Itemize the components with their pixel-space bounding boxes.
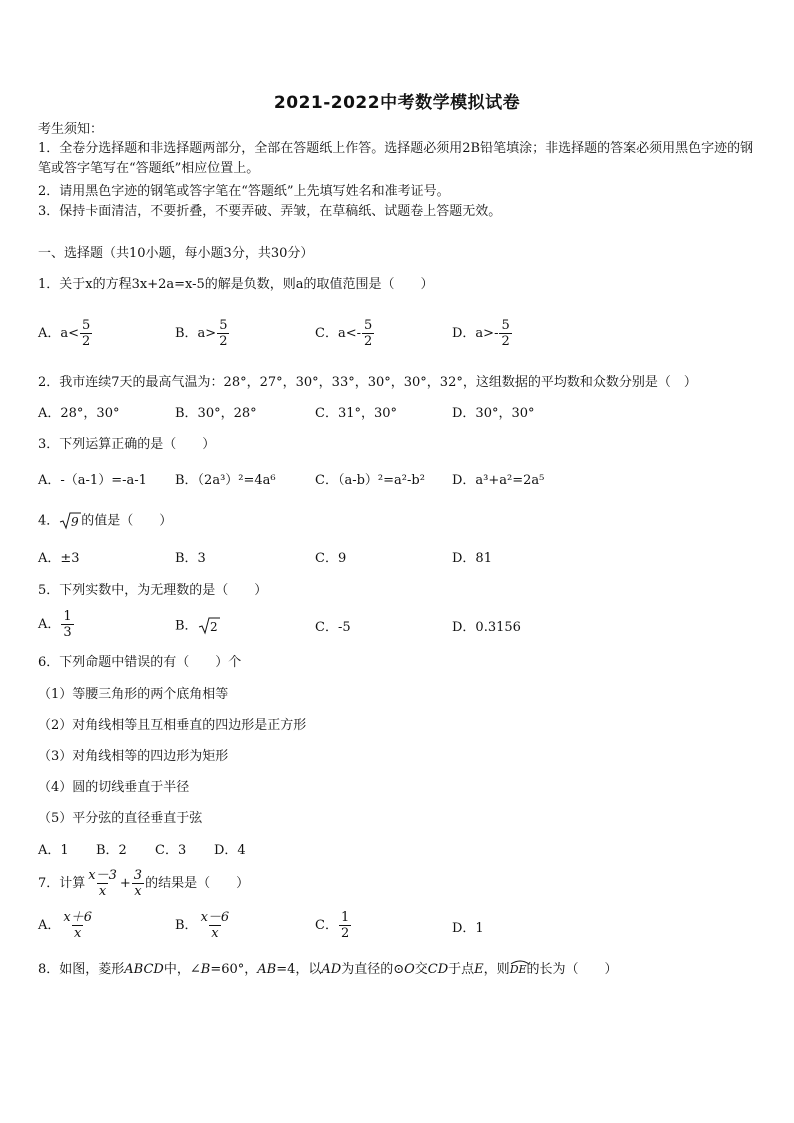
q7-option-a[interactable]: A． $\frac{x+6}{x}$ <box>38 910 92 941</box>
q1-option-a[interactable] <box>38 318 93 349</box>
fraction: $\frac{x-6}{x}$ <box>200 910 230 941</box>
fraction: $\frac{1}{2}$ <box>340 910 350 941</box>
q5-option-d[interactable]: D．0.3156 <box>452 620 521 635</box>
fraction: $\frac{5}{2}$ <box>82 318 91 349</box>
q7-option-c[interactable]: C． $\frac{1}{2}$ <box>315 910 350 941</box>
q2-option-d[interactable]: D．30°，30° <box>452 406 535 421</box>
notice-item-1: 1．全卷分选择题和非选择题两部分，全部在答题纸上作答。选择题必须用2B铅笔填涂；非选择题的答案必须用黑色字迹的钢笔或答字笔写在“答题纸”相应位置上。 <box>38 141 754 176</box>
fraction: $\frac{1}{3}$ <box>63 609 72 640</box>
q1-option-b[interactable] <box>175 318 230 349</box>
q1-option-c[interactable] <box>315 318 375 349</box>
q6-statement-1: （1）等腰三角形的两个底角相等 <box>38 687 229 702</box>
q3-option-b[interactable]: B．（2a³）²=4a⁶ <box>175 473 276 488</box>
q2-option-b[interactable]: B．30°，28° <box>175 406 257 421</box>
q4-option-b[interactable]: B．3 <box>175 551 206 566</box>
q7-option-d[interactable]: D．1 <box>452 921 484 936</box>
q4-option-d[interactable]: D．81 <box>452 551 492 566</box>
q4-option-c[interactable]: C．9 <box>315 551 347 566</box>
q6-option-c[interactable]: C．3 <box>155 843 187 858</box>
fraction: $\frac{x-3}{x}$ <box>88 868 117 899</box>
square-root-symbol <box>198 617 220 635</box>
question-7-stem: 7．计算 $\frac{x-3}{x}$ + $\frac{3}{x}$ 的结果是（ ） <box>38 868 250 899</box>
question-3-stem: 3．下列运算正确的是（ ） <box>38 437 216 452</box>
section-heading: 一、选择题（共10小题，每小题3分，共30分） <box>38 246 314 261</box>
q1-option-a-label: A．a< <box>38 326 80 341</box>
question-5-stem: 5．下列实数中，为无理数的是（ ） <box>38 583 268 598</box>
question-2-stem: 2．我市连续7天的最高气温为：28°，27°，30°，33°，30°，30°，32°，这组数据的平均数和众数分别是（ ） <box>38 375 697 390</box>
q6-statement-5: （5）平分弦的直径垂直于弦 <box>38 811 203 826</box>
q2-option-c[interactable]: C．31°，30° <box>315 406 398 421</box>
q1-option-d-label: D．a>- <box>452 326 499 341</box>
q6-option-d[interactable]: D．4 <box>214 843 246 858</box>
fraction: $\frac{x+6}{x}$ <box>63 910 92 941</box>
question-6-stem: 6．下列命题中错误的有（ ）个 <box>38 655 242 670</box>
q6-statement-3: （3）对角线相等的四边形为矩形 <box>38 749 229 764</box>
q3-option-c[interactable]: C．（a-b）²=a²-b² <box>315 473 425 488</box>
q3-option-d[interactable]: D．a³+a²=2a⁵ <box>452 473 545 488</box>
q6-option-b[interactable]: B．2 <box>96 843 127 858</box>
svg-text:9: 9 <box>71 515 79 529</box>
q2-option-a[interactable]: A．28°，30° <box>38 406 120 421</box>
square-root-symbol <box>59 512 81 530</box>
question-4-stem: 4． 9 的值是（ ） <box>38 513 173 529</box>
fraction: $\frac{5}{2}$ <box>501 318 510 349</box>
page-title: 2021-2022中考数学模拟试卷 <box>273 93 521 113</box>
q5-option-b[interactable]: B． 2 <box>175 617 220 635</box>
q5-option-c[interactable]: C．-5 <box>315 620 351 635</box>
q6-option-a[interactable]: A．1 <box>38 843 69 858</box>
notice-heading: 考生须知： <box>38 122 104 137</box>
q6-statement-4: （4）圆的切线垂直于半径 <box>38 780 190 795</box>
fraction: $\frac{5}{2}$ <box>219 318 228 349</box>
q7-option-b[interactable]: B． $\frac{x-6}{x}$ <box>175 910 230 941</box>
question-1-stem: 1．关于x的方程3x+2a=x-5的解是负数，则a的取值范围是（ ） <box>38 277 434 292</box>
q5-option-a[interactable]: A． $\frac{1}{3}$ <box>38 609 72 640</box>
fraction: $\frac{5}{2}$ <box>363 318 373 349</box>
notice-item-3: 3．保持卡面清洁，不要折叠，不要弄破、弄皱，在草稿纸、试题卷上答题无效。 <box>38 204 502 219</box>
q1-option-d[interactable] <box>452 318 513 349</box>
q1-option-c-label: C．a<- <box>315 326 361 341</box>
notice-item-2: 2．请用黑色字迹的钢笔或答字笔在“答题纸”上先填写姓名和准考证号。 <box>38 184 450 199</box>
q1-option-b-label: B．a> <box>175 326 217 341</box>
q6-statement-2: （2）对角线相等且互相垂直的四边形是正方形 <box>38 718 307 733</box>
fraction: $\frac{3}{x}$ <box>133 868 143 899</box>
question-8-stem: 8．如图，菱形ABCD中，∠B=60°，AB=4，以AD为直径的⊙O交CD于点E，则 DE的长为（ ） <box>38 962 618 977</box>
q4-option-a[interactable]: A．±3 <box>38 551 80 566</box>
svg-text:2: 2 <box>209 620 218 634</box>
q3-option-a[interactable]: A．-（a-1）=-a-1 <box>38 473 147 488</box>
arc-symbol: DE <box>510 962 527 978</box>
